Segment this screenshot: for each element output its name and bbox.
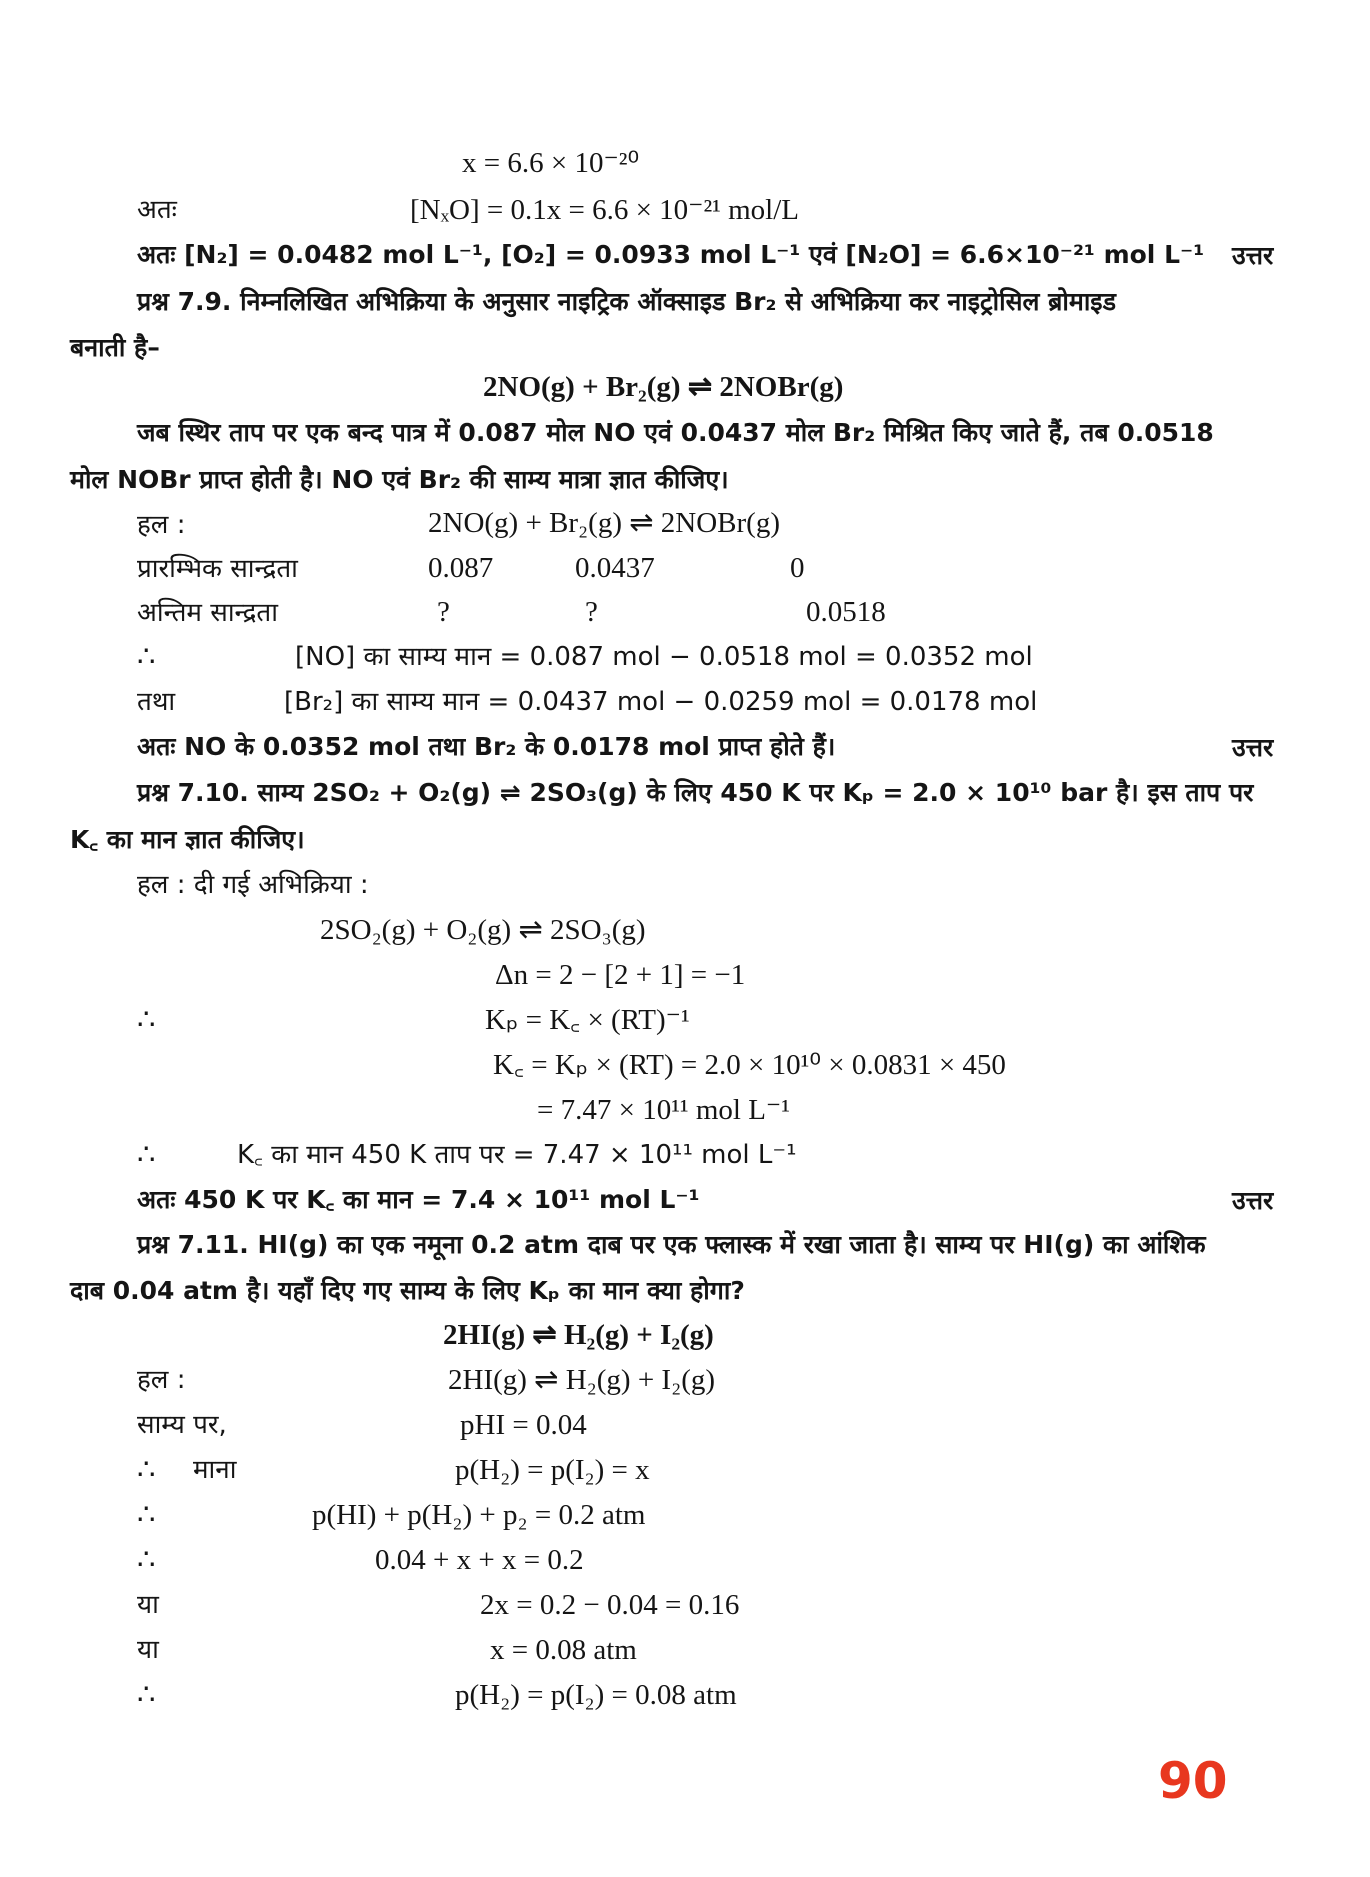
therefore-symbol: ∴ <box>137 1004 156 1036</box>
answer-marker: उत्तर <box>1232 241 1274 270</box>
therefore-symbol: ∴ <box>137 1139 156 1171</box>
sum-with-x: 0.04 + x + x = 0.2 <box>375 1544 584 1576</box>
solution-reaction-7-9: 2NO(g) + Br₂(g) ⇌ 2NOBr(g) <box>428 507 780 539</box>
x-value: x = 0.08 atm <box>490 1634 637 1666</box>
kc-value: = 7.47 × 10¹¹ mol L⁻¹ <box>537 1094 790 1126</box>
ph2-equals-x: p(H₂) = p(I₂) = x <box>455 1454 650 1486</box>
question-7-9-line-2: बनाती है– <box>70 333 160 362</box>
final-br2: ? <box>585 596 598 628</box>
ataha-label: अतः <box>137 195 177 225</box>
initial-no: 0.087 <box>428 552 494 584</box>
question-7-11-line-1: प्रश्न 7.11. HI(g) का एक नमूना 0.2 atm दाब पर एक फ्लास्क में रखा जाता है। साम्य पर HI(g) का आंशिक <box>137 1230 1206 1259</box>
ya-label: या <box>137 1590 159 1620</box>
kc-calculation: K꜀ = Kₚ × (RT) = 2.0 × 10¹⁰ × 0.0831 × 450 <box>493 1049 1006 1081</box>
answer-7-9: अतः NO के 0.0352 mol तथा Br₂ के 0.0178 mol प्राप्त होते हैं। <box>137 732 836 761</box>
no-equilibrium: [NO] का साम्य मान = 0.087 mol − 0.0518 mol = 0.0352 mol <box>295 642 1033 672</box>
equation-nxo: [NₓO] = 0.1x = 6.6 × 10⁻²¹ mol/L <box>410 194 800 226</box>
two-x: 2x = 0.2 − 0.04 = 0.16 <box>480 1589 740 1621</box>
equation-x-value: x = 6.6 × 10⁻²⁰ <box>462 147 640 179</box>
delta-n: Δn = 2 − [2 + 1] = −1 <box>495 959 746 991</box>
tatha-label: तथा <box>137 687 176 717</box>
reaction-equation-7-11: 2HI(g) ⇌ H₂(g) + I₂(g) <box>443 1319 714 1351</box>
kp-relation: Kₚ = K꜀ × (RT)⁻¹ <box>485 1004 690 1036</box>
maana-label: माना <box>193 1455 237 1485</box>
question-7-9-line-3: जब स्थिर ताप पर एक बन्द पात्र में 0.087 मोल NO एवं 0.0437 मोल Br₂ मिश्रित किए जाते हैं, तब 0.0518 <box>137 418 1214 447</box>
question-7-9-line-4: मोल NOBr प्राप्त होती है। NO एवं Br₂ की साम्य मात्रा ज्ञात कीजिए। <box>70 465 729 494</box>
conclusion-concentrations: अतः [N₂] = 0.0482 mol L⁻¹, [O₂] = 0.0933 mol L⁻¹ एवं [N₂O] = 6.6×10⁻²¹ mol L⁻¹ <box>137 240 1205 269</box>
solution-reaction-7-11: 2HI(g) ⇌ H₂(g) + I₂(g) <box>448 1364 716 1396</box>
question-7-9-line-1: प्रश्न 7.9. निम्नलिखित अभिक्रिया के अनुसार नाइट्रिक ऑक्साइड Br₂ से अभिक्रिया कर नाइट्रोसिल ब्रोमाइड <box>137 287 1116 316</box>
final-no: ? <box>437 596 450 628</box>
final-nobr: 0.0518 <box>806 596 886 628</box>
question-7-10-line-2: K꜀ का मान ज्ञात कीजिए। <box>70 825 305 854</box>
initial-nobr: 0 <box>790 552 805 584</box>
solution-intro-7-10: हल : दी गई अभिक्रिया : <box>137 870 369 900</box>
final-concentration-label: अन्तिम सान्द्रता <box>137 598 278 628</box>
question-7-10-line-1: प्रश्न 7.10. साम्य 2SO₂ + O₂(g) ⇌ 2SO₃(g) के लिए 450 K पर Kₚ = 2.0 × 10¹⁰ bar है। इस ताप पर <box>137 778 1254 807</box>
pressure-sum: p(HI) + p(H₂) + p₂ = 0.2 atm <box>312 1499 646 1531</box>
reaction-equation-7-9: 2NO(g) + Br₂(g) ⇌ 2NOBr(g) <box>483 371 844 403</box>
answer-marker: उत्तर <box>1232 1186 1274 1215</box>
initial-concentration-label: प्रारम्भिक सान्द्रता <box>137 554 298 584</box>
equilibrium-label: साम्य पर, <box>137 1410 227 1440</box>
reaction-equation-7-10: 2SO₂(g) + O₂(g) ⇌ 2SO₃(g) <box>320 914 646 946</box>
therefore-symbol: ∴ <box>137 641 156 673</box>
therefore-symbol: ∴ <box>137 1454 156 1486</box>
page-number: 90 <box>1158 1752 1228 1810</box>
solution-label: हल : <box>137 1365 186 1395</box>
question-7-11-line-2: दाब 0.04 atm है। यहाँ दिए गए साम्य के लिए Kₚ का मान क्या होगा? <box>70 1276 745 1305</box>
ya-label: या <box>137 1635 159 1665</box>
initial-br2: 0.0437 <box>575 552 655 584</box>
therefore-symbol: ∴ <box>137 1544 156 1576</box>
ph2-value: p(H₂) = p(I₂) = 0.08 atm <box>455 1679 737 1711</box>
answer-marker: उत्तर <box>1232 733 1274 762</box>
therefore-symbol: ∴ <box>137 1679 156 1711</box>
therefore-symbol: ∴ <box>137 1499 156 1531</box>
p-hi: pHI = 0.04 <box>460 1409 587 1441</box>
kc-statement: K꜀ का मान 450 K ताप पर = 7.47 × 10¹¹ mol L⁻¹ <box>237 1140 797 1170</box>
answer-7-10: अतः 450 K पर K꜀ का मान = 7.4 × 10¹¹ mol L⁻¹ <box>137 1185 700 1214</box>
br2-equilibrium: [Br₂] का साम्य मान = 0.0437 mol − 0.0259 mol = 0.0178 mol <box>284 687 1038 717</box>
solution-label: हल : <box>137 510 186 540</box>
